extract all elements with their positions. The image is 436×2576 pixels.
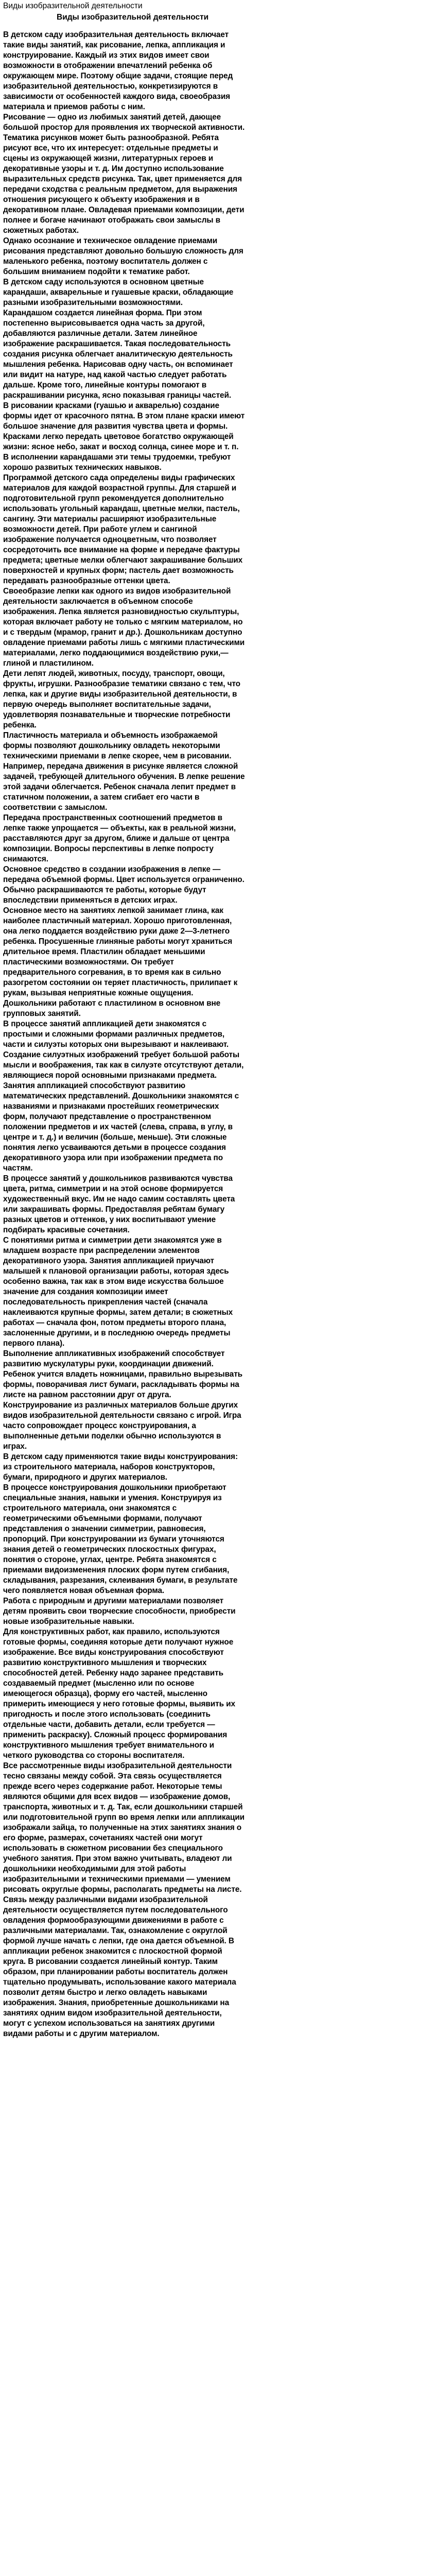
paragraph: Основное место на занятиях лепкой занимает глина, как наиболее пластичный материал. Хорошо приготовленная, она легко поддается воздействию руки даже 2—3-летнего ребенка. Просушенные глиняные работы могут храниться длительное время. Пластилин обладает меньшими пластическими возможностями. Он требует предварительного согревания, в то время как в сильно разогретом состоянии он теряет пластичность, прилипает к рукам, вызывая неприятные кожные ощущения. Дошкольники работают с пластилином в основном вне групповых занятий. [3,906,238,1018]
paragraph: Выполнение аппликативных изображений способствует развитию мускулатуры руки, координации движений. Ребенок учится владеть ножницами, правильно вырезывать формы, поворачивая лист бумаги, раскладывать формы на листе на равном расстоянии друг от друга. [3,1349,243,1399]
paragraph: Связь между различными видами изобразительной деятельности осуществляется путем последовательного овладения формообразующими движениями в работе с различными материалами. Так, ознакомление с округлой формой лучше начать с лепки, где она дается объемной. В аппликации ребенок знакомится с плоскостной формой круга. В рисовании создается линейный контур. Таким образом, при планировании работы воспитатель должен тщательно продумывать, использование какого материала позволит детям быстро и легко овладеть навыками изображения. Знания, приобретенные дошкольниками на занятиях одним видом изобразительной деятельности, могут с успехом использоваться на занятиях другими видами работы и с другим материалом. [3,1895,236,2038]
paragraph: Дети лепят людей, животных, посуду, транспорт, овощи, фрукты, игрушки. Разнообразие тематики связано с тем, что лепка, как и другие виды изобразительной деятельности, в первую очередь выполняет воспитательные задачи, удовлетворяя познавательные и творческие потребности ребенка. [3,669,240,730]
window-title: Виды изобразительной деятельности [3,2,143,10]
paragraph: В детском саду изобразительная деятельность включает такие виды занятий, как рисование, лепка, аппликация и конструирование. Каждый из этих видов имеет свои возможности в отображении впечатлений ребенка об окружающем мире. Поэтому общие задачи, стоящие перед изобразительной деятельностью, конкретизируются в зависимости от особенностей каждого вида, своеобразия материала и приемов работы с ним. [3,30,233,111]
paragraph: Для конструктивных работ, как правило, используются готовые формы, соединяя которые дети получают нужное изображение. Все виды конструирования способствуют развитию конструктивного мышления и творческих способностей детей. Ребенку надо заранее представить создаваемый предмет (мысленно или по основе имеющегося образца), форму его частей, мысленно примерить имеющиеся у него готовые формы, выявить их пригодность и после этого использовать (соединить отдельные части, добавить детали, если требуется — применить раскраску). Сложный процесс формирования конструктивного мышления требует внимательного и четкого руководства со стороны воспитателя. [3,1628,235,1760]
paragraph: В детском саду применяются такие виды конструирования: из строительного материала, наборов конструкторов, бумаги, природного и других материалов. [3,1452,238,1482]
paragraph: Передача пространственных соотношений предметов в лепке также упрощается — объекты, как в реальной жизни, расставляются друг за другом, ближе и дальше от центра композиции. Вопросы перспективы в лепке попросту снимаются. [3,814,236,863]
paragraph: Однако осознание и техническое овладение приемами рисования представляют довольно большую сложность для маленького ребенка, поэтому воспитатель должен с большим вниманием подойти к тематике работ. [3,236,243,276]
paragraph: Все рассмотренные виды изобразительной деятельности тесно связаны между собой. Эта связь осуществляется прежде всего через содержание работ. Некоторые темы являются общими для всех видов — изображение домов, транспорта, животных и т. д. Так, если дошкольники старшей или подготовительной групп во время лепки или аппликации изображали зайца, то полученные на этих занятиях знания о его форме, размерах, сочетаниях частей они могут использовать в сюжетном рисовании без специального учебного занятия. При этом важно учитывать, владеют ли дошкольники необходимыми для этой работы изобразительными и техническими приемами — умением рисовать округлые формы, располагать предметы на листе. [3,1761,245,1894]
document-title: Виды изобразительной деятельности [57,13,209,22]
paragraph: В процессе конструирования дошкольники приобретают специальные знания, навыки и умения. Конструируя из строительного материала, они знакомятся с геометрическими объемными формами, получают представления о значении симметрии, равновесия, пропорций. При конструировании из бумаги уточняются знания детей о геометрических плоскостных фигурах, понятия о стороне, углах, центре. Ребята знакомятся с приемами видоизменения плоских форм путем сгибания, складывания, разрезания, склеивания бумаги, в результате чего появляется новая объемная форма. [3,1483,238,1595]
paragraph: Конструирование из различных материалов больше других видов изобразительной деятельности связано с игрой. Игра часто сопровождает процесс конструирования, а выполненные детьми поделки обычно используются в играх. [3,1401,241,1451]
paragraph: В детском саду используются в основном цветные карандаши, акварельные и гуашевые краски, обладающие разными изобразительными возможностями. [3,278,234,307]
paragraph: С понятиями ритма и симметрии дети знакомятся уже в младшем возрасте при распределении элементов декоративного узора. Занятия аппликацией приучают малышей к плановой организации работы, которая здесь особенно важна, так как в этом виде искусства большое значение для создания композиции имеет последовательность прикрепления частей (сначала наклеиваются крупные формы, затем детали; в сюжетных работах — сначала фон, потом предметы второго плана, заслоненные другими, и в последнюю очередь предметы первого плана). [3,1236,233,1348]
paragraph: Основное средство в создании изображения в лепке — передача объемной формы. Цвет используется ограниченно. Обычно раскрашиваются те работы, которые будут впоследствии применяться в детских играх. [3,865,245,905]
document-body [3,30,245,2039]
paragraph: Программой детского сада определены виды графических материалов для каждой возрастной группы. Для старшей и подготовительной групп рекомендуется дополнительно использовать угольный карандаш, цветные мелки, пастель, сангину. Эти материалы расширяют изобразительные возможности детей. При работе углем и сангиной изображение получается одноцветным, что позволяет сосредоточить все внимание на форме и передаче фактуры предмета; цветные мелки облегчают закрашивание больших поверхностей и крупных форм; пастель дает возможность передавать разнообразные оттенки цвета. [3,473,243,585]
paragraph: Рисование — одно из любимых занятий детей, дающее большой простор для проявления их творческой активности. Тематика рисунков может быть разнообразной. Ребята рисуют все, что их интересует: отдельные предметы и сцены из окружающей жизни, литературных героев и декоративные узоры и т. д. Им доступно использование выразительных средств рисунка. Так, цвет применяется для передачи сходства с реальным предметом, для выражения отношения рисующего к объекту изображения и в декоративном плане. Овладевая приемами композиции, дети полнее и богаче начинают отображать свои замыслы в сюжетных работах. [3,113,245,235]
paragraph: Своеобразие лепки как одного из видов изобразительной деятельности заключается в объемном способе изображения. Лепка является разновидностью скульптуры, которая включает работу не только с мягким материалом, но и с твердым (мрамор, гранит и др.). Дошкольникам доступно овладение приемами работы лишь с мягкими пластическими материалами, легко поддающимися воздействию руки,— глиной и пластилином. [3,587,245,668]
paragraph: Пластичность материала и объемность изображаемой формы позволяют дошкольнику овладеть некоторыми техническими приемами в лепке скорее, чем в рисовании. Например, передача движения в рисунке является сложной задачей, требующей длительного обучения. В лепке решение этой задачи облегчается. Ребенок сначала лепит предмет в статичном положении, а затем сгибает его части в соответствии с замыслом. [3,731,245,812]
paragraph: В процессе занятий у дошкольников развиваются чувства цвета, ритма, симметрии и на этой основе формируется художественный вкус. Им не надо самим составлять цвета или закрашивать формы. Предоставляя ребятам бумагу разных цветов и оттенков, у них воспитывают умение подбирать красивые сочетания. [3,1174,235,1234]
paragraph: В рисовании красками (гуашью и акварелью) создание формы идет от красочного пятна. В этом плане краски имеют большое значение для развития чувства цвета и формы. Красками легко передать цветовое богатство окружающей жизни: ясное небо, закат и восход солнца, синее море и т. п. В исполнении карандашами эти темы трудоемки, требуют хорошо развитых технических навыков. [3,401,245,472]
paragraph: Карандашом создается линейная форма. При этом постепенно вырисовывается одна часть за другой, добавляются различные детали. Затем линейное изображение раскрашивается. Такая последовательность создания рисунка облегчает аналитическую деятельность мышления ребенка. Нарисовав одну часть, он вспоминает или видит на натуре, над какой частью следует работать дальше. Кроме того, линейные контуры помогают в раскрашивании рисунка, ясно показывая границы частей. [3,309,233,400]
paragraph: Занятия аппликацией способствуют развитию математических представлений. Дошкольники знакомятся с названиями и признаками простейших геометрических форм, получают представление о пространственном положении предметов и их частей (слева, справа, в углу, в центре и т. д.) и величин (больше, меньше). Эти сложные понятия легко усваиваются детьми в процессе создания декоративного узора или при изображении предмета по частям. [3,1081,239,1173]
paragraph: Работа с природным и другими материалами позволяет детям проявить свои творческие способности, приобрести новые изобразительные навыки. [3,1597,236,1626]
paragraph: В процессе занятий аппликацией дети знакомятся с простыми и сложными формами различных предметов, части и силуэты которых они вырезывают и наклеивают. Создание силуэтных изображений требует большой работы мысли и воображения, так как в силуэте отсутствуют детали, являющиеся порой основными признаками предмета. [3,1020,244,1080]
